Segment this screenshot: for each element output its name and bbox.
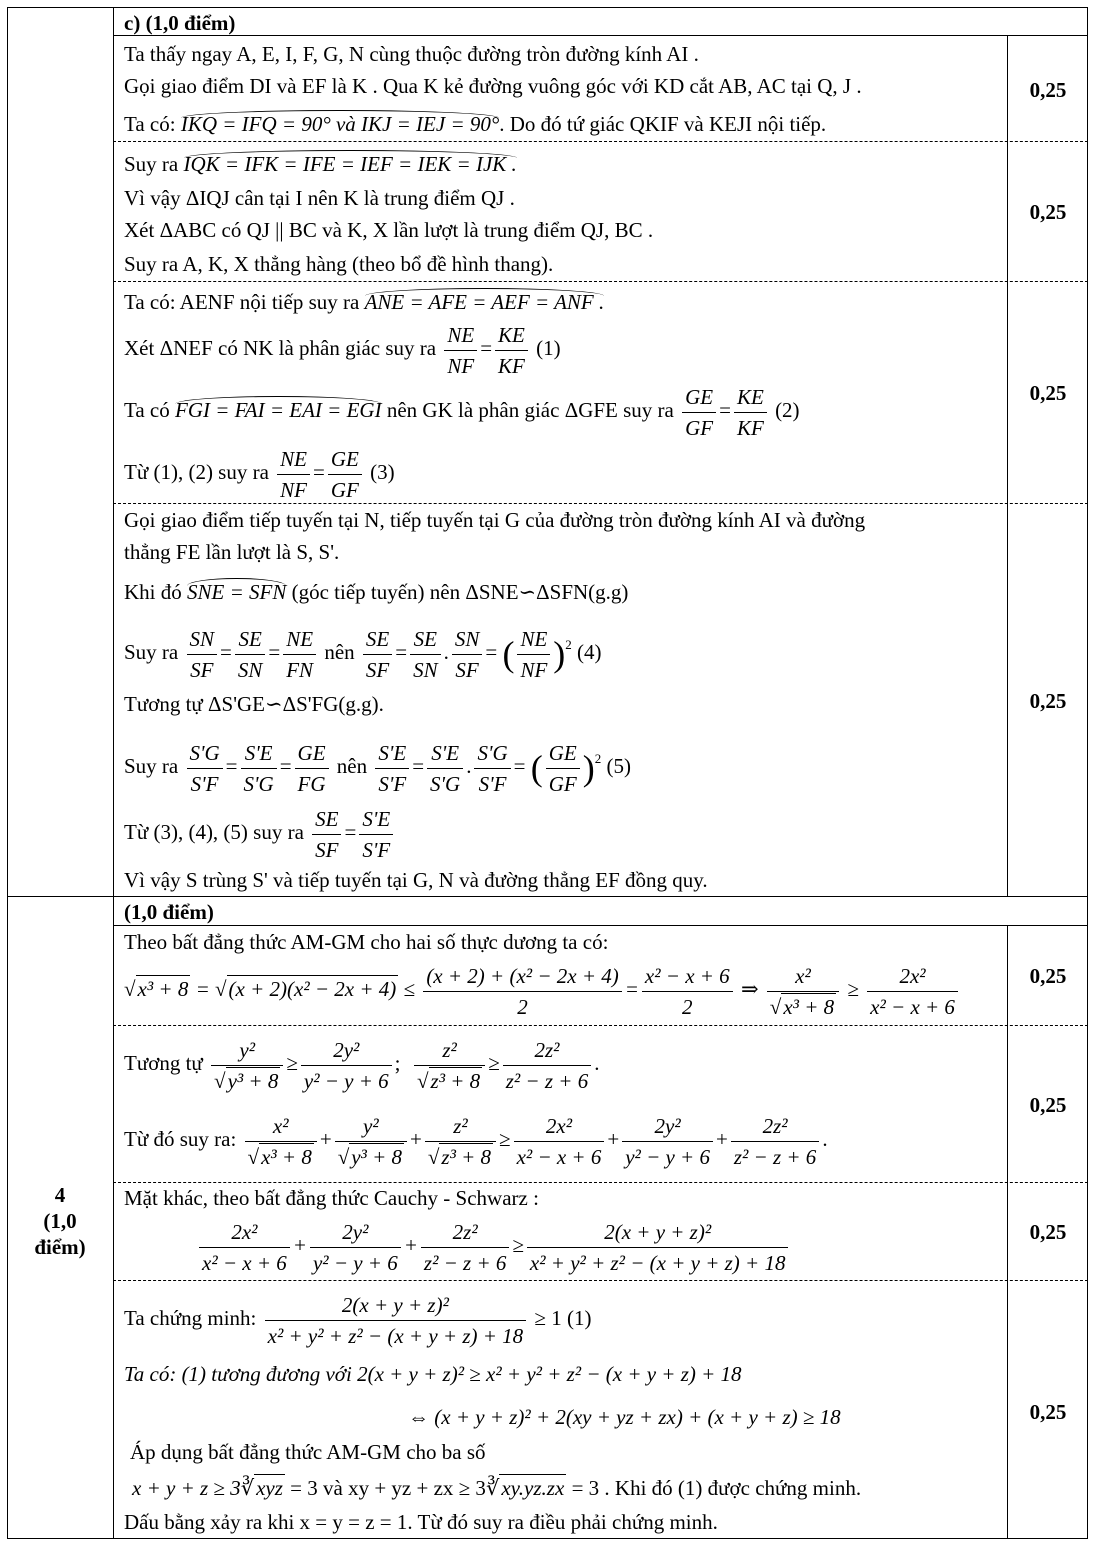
angle-equation: SNE = SFN [187, 580, 287, 604]
text-line: Suy ra $\frac{SN}{SF}$ = $\frac{SE}{SN}$ = $\frac{NE}{FN}$ nên $\frac{SE}{SF}$ = $\frac{SE}{SN}$ . $\frac{SN}{SF}$ = ( $\frac{NE}{NF}$ )$^2$ (4) [124, 622, 602, 685]
text-line: Khi đó SNE = SFN (góc tiếp tuyến) nên ΔSNE∽ΔSFN(g.g) [124, 580, 629, 604]
text-line: Áp dụng bất đẳng thức AM-GM cho ba số [130, 1440, 486, 1464]
text-line: Từ (3), (4), (5) suy ra $\frac{SE}{SF}$ = $\frac{S'E}{S'F}$ [124, 802, 396, 865]
block-divider [113, 1182, 1088, 1183]
row-divider [113, 925, 1088, 926]
text-line: thẳng FE lần lượt là S, S'. [124, 540, 340, 564]
block-divider [113, 1025, 1088, 1026]
score: 0,25 [1029, 1220, 1067, 1244]
q4-header: (1,0 điểm) [124, 900, 214, 924]
text-line: Tương tự ΔS'GE∽ΔS'FG(g.g). [124, 692, 384, 716]
math-line: Tương tự $\frac{\text{y²}}{\text{√y³ + 8}}$ ≥ $\frac{\text{2y²}}{\text{y² − y + 6}}$ ; $\frac{\text{z²}}{\text{√z³ + 8}}$ ≥ $\frac{\text{2z²}}{\text{z² − z + 6}}$ . [124, 1030, 599, 1096]
text-line: Ta có FGI = FAI = EAI = EGI nên GK là phân giác ΔGFE suy ra $\frac{GE}{GF}$ = $\frac{KE}{KF}$ (2) [124, 380, 800, 443]
question-divider [7, 896, 1088, 897]
fraction: $\frac{GE}{GF}$ [682, 382, 716, 443]
question-points: (1,0 [43, 1209, 77, 1233]
score: 0,25 [1029, 381, 1067, 405]
math-line: √x³ + 8 = √(x + 2)(x² − 2x + 4) ≤ $\frac{\text{(x + 2) + (x² − 2x + 4)}}{2}$ = $\frac{\text{x² − x + 6}}{2}$ ⇒ $\frac{\text{x²}}{\text{√x³ + 8}}$ ≥ $\frac{\text{2x²}}{\text{x² − x + 6}}$ [124, 956, 961, 1022]
block-divider [113, 1280, 1088, 1281]
question-number: 4 [54, 1183, 66, 1207]
text-line: Vì vậy S trùng S' và tiếp tuyến tại G, N và đường thẳng EF đồng quy. [124, 868, 708, 892]
text-line: Xét ΔNEF có NK là phân giác suy ra $\frac{NE}{NF}$ = $\frac{KE}{KF}$ (1) [124, 318, 561, 381]
fraction: $\frac{KE}{KF}$ [495, 320, 528, 381]
math-line: ⇔ (x + y + z)² + 2(xy + yz + zx) + (x + y + z) ≥ 18 [408, 1405, 841, 1429]
math-line: Từ đó suy ra: $\frac{\text{x²}}{\text{√x³ + 8}}$ + $\frac{\text{y²}}{\text{√y³ + 8}}$ + $\frac{\text{z²}}{\text{√z³ + 8}}$ ≥ $\frac{\text{2x²}}{\text{x² − x + 6}}$ + $\frac{\text{2y²}}{\text{y² − y + 6}}$ + $\frac{\text{2z²}}{\text{z² − z + 6}}$ . [124, 1106, 828, 1172]
angle-equation: IQK = IFK = IFE = IEF = IEK = IJK . [183, 152, 517, 176]
text-line: Xét ΔABC có QJ || BC và K, X lần lượt là trung điểm QJ, BC . [124, 218, 654, 242]
table-right-border [1087, 7, 1088, 1538]
text-line: x + y + z ≥ 3∛xyz = 3 và xy + yz + zx ≥ 3∛xy.yz.zx = 3 . Khi đó (1) được chứng minh. [132, 1476, 862, 1500]
angle-equation: IKQ = IFQ = 90° và IKJ = IEJ = 90° [180, 112, 500, 136]
text-line: Dấu bằng xảy ra khi x = y = z = 1. Từ đó suy ra điều phải chứng minh. [124, 1510, 718, 1534]
text-line: Suy ra $\frac{S'G}{S'F}$ = $\frac{S'E}{S'G}$ = $\frac{GE}{FG}$ nên $\frac{S'E}{S'F}$ = $\frac{S'E}{S'G}$ . $\frac{S'G}{S'F}$ = ( $\frac{GE}{GF}$ )$^2$ (5) [124, 736, 631, 799]
text-line: Mặt khác, theo bất đẳng thức Cauchy - Schwarz : [124, 1186, 539, 1210]
text-line: Ta có: IKQ = IFQ = 90° và IKJ = IEJ = 90°. Do đó tứ giác QKIF và KEJI nội tiếp. [124, 112, 827, 136]
text-line: Gọi giao điểm tiếp tuyến tại N, tiếp tuyến tại G của đường tròn đường kính AI và đường [124, 508, 866, 532]
block-divider [113, 141, 1088, 142]
text-line: Ta thấy ngay A, E, I, F, G, N cùng thuộc đường tròn đường kính AI . [124, 42, 699, 66]
angle-equation: FGI = FAI = EAI = EGI [175, 398, 382, 422]
score: 0,25 [1029, 1400, 1067, 1424]
text-line: Từ (1), (2) suy ra $\frac{NE}{NF}$ = $\frac{GE}{GF}$ (3) [124, 442, 395, 505]
part-c-header: c) (1,0 điểm) [124, 11, 236, 35]
score-column-divider-top [1007, 35, 1008, 896]
fraction: $\frac{KE}{KF}$ [734, 382, 767, 443]
score: 0,25 [1029, 200, 1067, 224]
row-divider [113, 35, 1088, 36]
text-line: Vì vậy ΔIQJ cân tại I nên K là trung điểm QJ . [124, 186, 515, 210]
text-line: Gọi giao điểm DI và EF là K . Qua K kẻ đường vuông góc với KD cắt AB, AC tại Q, J . [124, 74, 862, 98]
column-divider [113, 7, 114, 1538]
table-left-border [7, 7, 8, 1538]
math-line: $\frac{\text{2x²}}{\text{x² − x + 6}}$ + $\frac{\text{2y²}}{\text{y² − y + 6}}$ + $\frac{\text{2z²}}{\text{z² − z + 6}}$ ≥ $\frac{\text{2(x + y + z)²}}{\text{x² + y² + z² − (x + y + z) + 18}}$ [196, 1212, 791, 1278]
text-line: Suy ra IQK = IFK = IFE = IEF = IEK = IJK . [124, 152, 517, 176]
table-top-border [7, 7, 1088, 8]
score: 0,25 [1029, 78, 1067, 102]
text-line: Suy ra A, K, X thẳng hàng (theo bổ đề hình thang). [124, 252, 554, 276]
score: 0,25 [1029, 1093, 1067, 1117]
score: 0,25 [1029, 964, 1067, 988]
block-divider [113, 281, 1088, 282]
fraction: $\frac{NE}{NF}$ [277, 444, 310, 505]
text-line: Theo bất đẳng thức AM-GM cho hai số thực dương ta có: [124, 930, 609, 954]
math-line: Ta chứng minh: $\frac{\text{2(x + y + z)²}}{\text{x² + y² + z² − (x + y + z) + 18}}$ ≥ 1 (1) [124, 1286, 591, 1351]
angle-equation: ANE = AFE = AEF = ANF . [364, 290, 605, 314]
fraction: $\frac{NE}{NF}$ [444, 320, 477, 381]
table-bottom-border [7, 1538, 1088, 1539]
text-line: Ta có: AENF nội tiếp suy ra ANE = AFE = AEF = ANF . [124, 290, 605, 314]
fraction: $\frac{GE}{GF}$ [328, 444, 362, 505]
question-points-word: điểm) [34, 1235, 86, 1259]
score: 0,25 [1029, 689, 1067, 713]
text-line: Ta có: (1) tương đương với 2(x + y + z)² ≥ x² + y² + z² − (x + y + z) + 18 [124, 1362, 742, 1386]
